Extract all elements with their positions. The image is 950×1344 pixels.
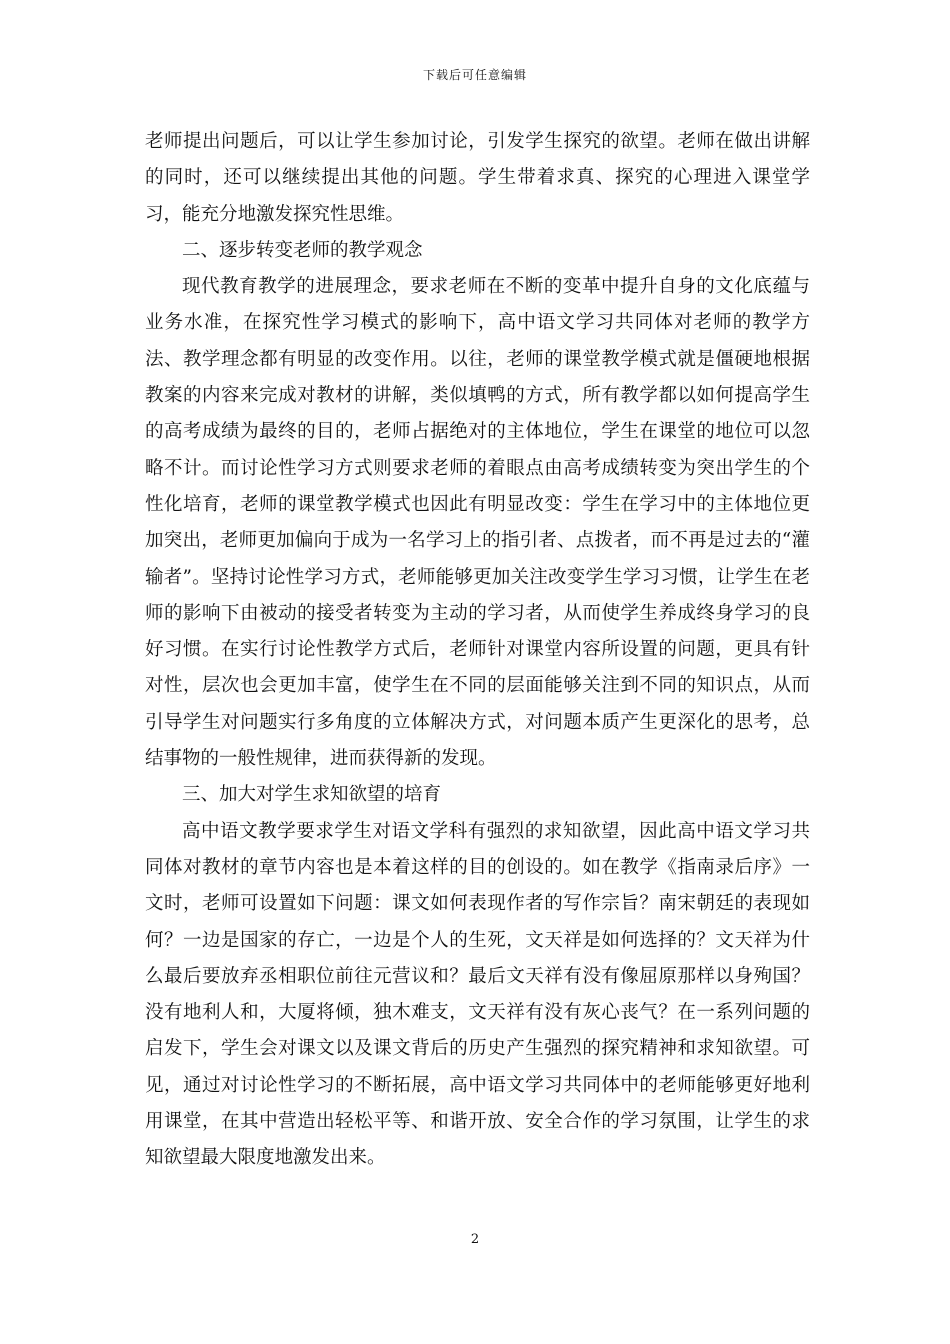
document-body — [145, 124, 810, 1177]
page-header: 下载后可任意编辑 — [422, 68, 527, 82]
paragraph-continuation: 老师提出问题后，可以让学生参加讨论，引发学生探究的欲望。老师在做出讲解的同时，还可以继续提出其他的问题。学生带着求真、探究的心理进入课堂学习，能充分地激发探究性思维。 — [145, 131, 810, 225]
paragraph-teaching-concept: 现代教育教学的进展理念，要求老师在不断的变革中提升自身的文化底蕴与业务水准，在探究性学习模式的影响下，高中语文学习共同体对老师的教学方法、教学理念都有明显的改变作用。以往，老师的课堂教学模式就是僵硬地根据教案的内容来完成对教材的讲解，类似填鸭的方式，所有教学都以如何提高学生的高考成绩为最终的目的，老师占据绝对的主体地位，学生在课堂的地位可以忽略不计。而讨论性学习方式则要求老师的着眼点由高考成绩转变为突出学生的个性化培育，老师的课堂教学模式也因此有明显改变：学生在学习中的主体地位更加突出，老师更加偏向于成为一名学习上的指引者、点拨者，而不再是过去的“灌输者”。坚持讨论性学习方式，老师能够更加关注改变学生学习习惯，让学生在老师的影响下由被动的接受者转变为主动的学习者，从而使学生养成终身学习的良好习惯。在实行讨论性教学方式后，老师针对课堂内容所设置的问题，更具有针对性，层次也会更加丰富，使学生在不同的层面能够关注到不同的知识点，从而引导学生对问题实行多角度的立体解决方式，对问题本质产生更深化的思考，总结事物的一般性规律，进而获得新的发现。 — [145, 276, 810, 770]
paragraph-curiosity: 高中语文教学要求学生对语文学科有强烈的求知欲望，因此高中语文学习共同体对教材的章节内容也是本着这样的目的创设的。如在教学《指南录后序》一文时，老师可设置如下问题：课文如何表现作者的写作宗旨？南宋朝廷的表现如何？一边是国家的存亡，一边是个人的生死，文天祥是如何选择的？文天祥为什么最后要放弃丞相职位前往元营议和？最后文天祥有没有像屈原那样以身殉国？没有地利人和，大厦将倾，独木难支，文天祥有没有灰心丧气？在一系列问题的启发下，学生会对课文以及课文背后的历史产生强烈的探究精神和求知欲望。可见，通过对讨论性学习的不断拓展，高中语文学习共同体中的老师能够更好地利用课堂，在其中营造出轻松平等、和谐开放、安全合作的学习氛围，让学生的求知欲望最大限度地激发出来。 — [145, 820, 810, 1169]
section-heading-2: 二、逐步转变老师的教学观念 — [182, 239, 423, 261]
section-heading-3: 三、加大对学生求知欲望的培育 — [182, 784, 442, 806]
page-number: 2 — [470, 1232, 480, 1247]
